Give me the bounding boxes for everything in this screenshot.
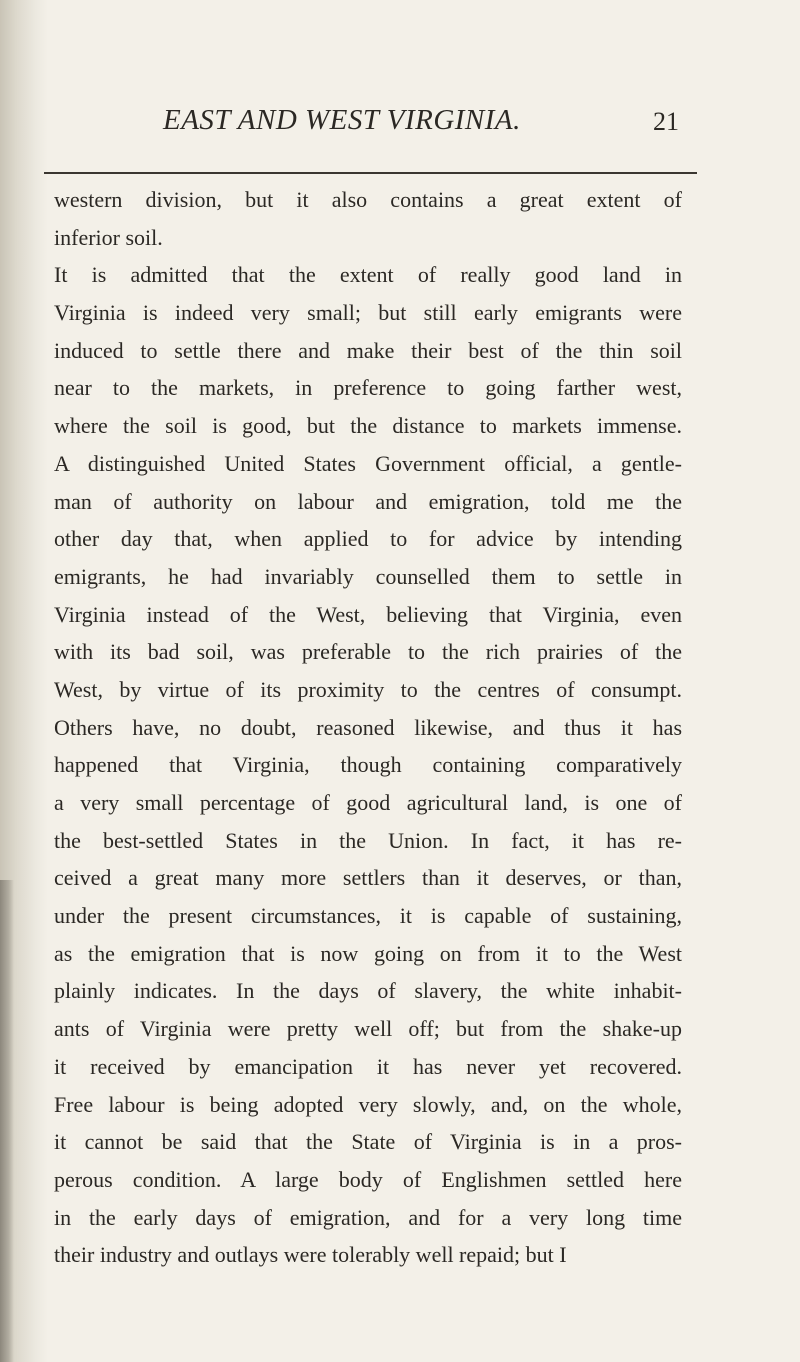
text-line: near to the markets, in preference to going farther west, — [54, 375, 682, 401]
text-line: western division, but it also contains a great extent of — [54, 187, 682, 212]
text-line: ceived a great many more settlers than it deserves, or than, — [54, 865, 682, 891]
text-line: it cannot be said that the State of Virginia is in a pros- — [54, 1129, 682, 1155]
text-line: inferior soil. — [54, 224, 163, 250]
text-line: Others have, no doubt, reasoned likewise, and thus it has — [54, 714, 682, 740]
text-line: under the present circumstances, it is capable of sustaining, — [54, 903, 682, 929]
running-title: EAST AND WEST VIRGINIA. — [163, 104, 521, 136]
header-rule — [44, 172, 697, 174]
text-line: induced to settle there and make their best of the thin soil — [54, 337, 682, 363]
text-line: the best-settled States in the Union. In fact, it has re- — [54, 827, 682, 853]
text-line: emigrants, he had invariably counselled them to settle in — [54, 563, 682, 589]
body-text — [54, 181, 682, 1274]
text-line: Free labour is being adopted very slowly, and, on the whole, — [54, 1091, 682, 1117]
text-line: man of authority on labour and emigration, told me the — [54, 488, 682, 514]
text-line: Virginia instead of the West, believing that Virginia, even — [54, 601, 682, 627]
text-line: as the emigration that is now going on from it to the West — [54, 940, 682, 966]
text-line: plainly indicates. In the days of slavery, the white inhabit- — [54, 978, 682, 1004]
text-line: with its bad soil, was preferable to the rich prairies of the — [54, 639, 682, 665]
text-line: Virginia is indeed very small; but still early emigrants were — [54, 300, 682, 326]
page-number: 21 — [653, 107, 679, 136]
text-line: A distinguished United States Government official, a gentle- — [54, 450, 682, 476]
text-line: perous condition. A large body of Englishmen settled here — [54, 1166, 682, 1192]
text-line: other day that, when applied to for advice by intending — [54, 526, 682, 552]
text-line: where the soil is good, but the distance to markets immense. — [54, 413, 682, 439]
page-header — [0, 104, 800, 144]
text-line: It is admitted that the extent of really good land in — [54, 262, 682, 288]
text-line: in the early days of emigration, and for a very long time — [54, 1204, 682, 1230]
text-line: happened that Virginia, though containing comparatively — [54, 752, 682, 778]
text-line: a very small percentage of good agricultural land, is one of — [54, 790, 682, 815]
text-line: it received by emancipation it has never yet recovered. — [54, 1053, 682, 1079]
text-line: their industry and outlays were tolerably well repaid; but I — [54, 1242, 567, 1268]
text-line: ants of Virginia were pretty well off; but from the shake-up — [54, 1016, 682, 1042]
binding-shadow — [0, 880, 14, 1362]
text-line: West, by virtue of its proximity to the centres of consumpt. — [54, 676, 682, 702]
